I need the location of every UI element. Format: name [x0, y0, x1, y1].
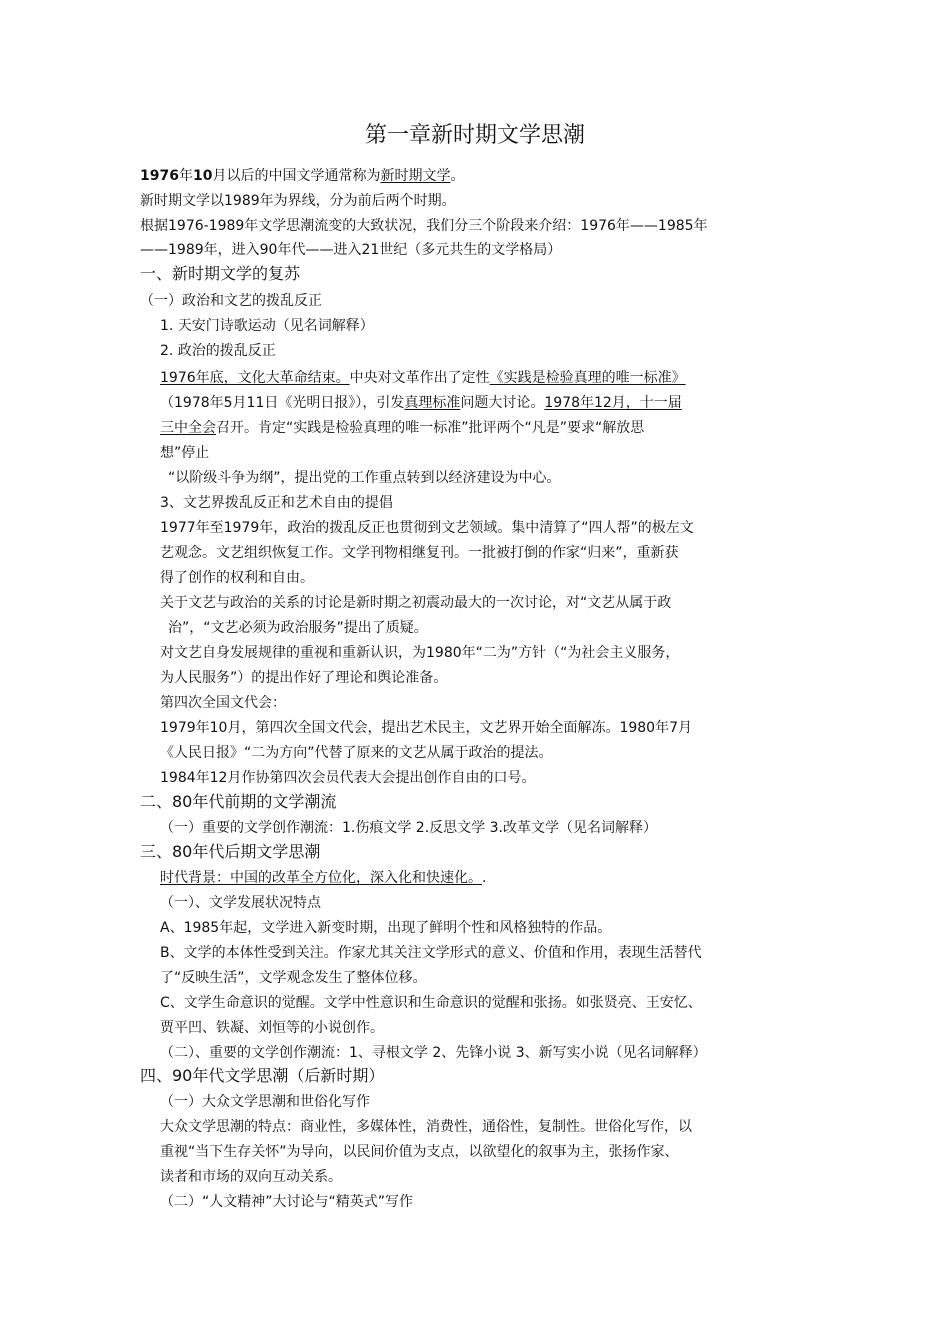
- intro-paragraph-1: [140, 166, 464, 186]
- text-fragment: 问题大讨论。: [460, 395, 545, 411]
- paragraph-line: 读者和市场的双向互动关系。: [160, 1169, 342, 1185]
- paragraph-line: A、1985年起，文学进入新变时期，出现了鲜明个性和风格独特的作品。: [160, 920, 612, 936]
- paragraph-line: 贾平凹、铁凝、刘恒等的小说创作。: [160, 1020, 384, 1036]
- section-heading-4: 四、90年代文学思潮（后新时期）: [140, 1066, 385, 1085]
- section-heading-3: 三、80年代后期文学思潮: [140, 842, 321, 861]
- text-fragment: 召开。肯定“实践是检验真理的唯一标准”批评两个“凡是”要求“解放思: [216, 420, 645, 436]
- text-fragment: 中央对文革作出了定性: [349, 370, 490, 386]
- paragraph-line: 了“反映生活”，文学观念发生了整体位移。: [160, 970, 427, 986]
- paragraph-line: 对文艺自身发展规律的重视和重新认识，为1980年“二为”方针（“为社会主义服务，: [160, 645, 680, 661]
- paragraph-line: 关于文艺与政治的关系的讨论是新时期之初震动最大的一次讨论，对“文艺从属于政: [160, 595, 672, 611]
- underlined-text: 《实践是检验真理的唯一标准》: [489, 370, 686, 386]
- paragraph-line: 1977年至1979年，政治的拨乱反正也贯彻到文艺领域。集中清算了“四人帮”的极左文: [160, 520, 694, 536]
- section-heading-1: 一、新时期文学的复苏: [140, 264, 301, 283]
- text-fragment: （1978年5月11日《光明日报》），引发: [160, 395, 405, 411]
- paragraph-line: 《人民日报》“二为方向”代替了原来的文艺从属于政治的提法。: [160, 745, 553, 761]
- paragraph-line: C、文学生命意识的觉醒。文学中性意识和生命意识的觉醒和张扬。如张贤亮、王安忆、: [160, 995, 702, 1011]
- subsection-heading: （一）大众文学思潮和世俗化写作: [160, 1094, 370, 1110]
- paragraph-line: 艺观念。文艺组织恢复工作。文学刊物相继复刊。一批被打倒的作家“归来”，重新获: [160, 545, 679, 561]
- section-heading-2: 二、80年代前期的文学潮流: [140, 792, 337, 811]
- text-fragment: 。: [450, 168, 465, 184]
- subsection-heading: （一）政治和文艺的拨乱反正: [140, 293, 322, 309]
- list-item: 1. 天安门诗歌运动（见名词解释）: [160, 318, 374, 334]
- text-fragment: 年: [178, 168, 193, 184]
- paragraph-line: [160, 368, 686, 388]
- paragraph-line: 想”停止: [160, 445, 210, 461]
- paragraph-line: 得了创作的权利和自由。: [160, 570, 314, 586]
- page-title: 第一章新时期文学思潮: [364, 123, 585, 148]
- paragraph-line: 1984年12月作协第四次会员代表大会提出创作自由的口号。: [160, 770, 536, 786]
- intro-paragraph-3-line-2: ——1989年，进入90年代——进入21世纪（多元共生的文学格局）: [140, 242, 562, 258]
- month-text: 10: [192, 168, 213, 184]
- paragraph-line: B、文学的本体性受到关注。作家尤其关注文学形式的意义、价值和作用，表现生活替代: [160, 945, 702, 961]
- underlined-text: 1976年底，文化大革命结束。: [160, 370, 350, 386]
- underlined-term: 新时期文学: [380, 168, 451, 184]
- paragraph-line: “以阶级斗争为纲”，提出党的工作重点转到以经济建设为中心。: [168, 470, 561, 486]
- paragraph-line: 重视“当下生存关怀”为导向，以民间价值为支点，以欲望化的叙事为主，张扬作家、: [160, 1144, 679, 1160]
- paragraph-line: 1979年10月，第四次全国文代会，提出艺术民主，文艺界开始全面解冻。1980年7月: [160, 720, 692, 736]
- underlined-text: 三中全会: [160, 420, 216, 436]
- paragraph-line: 治”，“文艺必须为政治服务”提出了质疑。: [168, 620, 428, 636]
- subsection-heading: （二）“人文精神”大讨论与“精英式”写作: [160, 1194, 414, 1210]
- underlined-text: 1978年12月，十一届: [544, 395, 682, 411]
- subsection-heading: （一）、文学发展状况特点: [160, 895, 321, 911]
- intro-paragraph-3-line-1: 根据1976-1989年文学思潮流变的大致状况，我们分三个阶段来介绍：1976年——1985年: [140, 218, 708, 234]
- paragraph-line: 为人民服务”）的提出作好了理论和舆论准备。: [160, 670, 448, 686]
- list-item: 3、文艺界拨乱反正和艺术自由的提倡: [160, 495, 393, 511]
- year-text: 1976: [140, 168, 179, 184]
- subsection-heading: （一）重要的文学创作潮流：1.伤痕文学 2.反思文学 3.改革文学（见名词解释）: [160, 820, 657, 836]
- underlined-text: 时代背景：中国的改革全方位化，深入化和快速化。: [160, 870, 482, 886]
- paragraph-line: [160, 868, 486, 888]
- paragraph-line: [160, 418, 644, 438]
- paragraph-line: [160, 393, 682, 413]
- text-fragment: 月以后的中国文学通常称为: [212, 168, 381, 184]
- subsection-heading: （二）、重要的文学创作潮流：1、寻根文学 2、先锋小说 3、新写实小说（见名词解释）: [160, 1045, 707, 1061]
- text-fragment: .: [482, 870, 487, 886]
- paragraph-line: 大众文学思潮的特点：商业性，多媒体性，消费性，通俗性，复制性。世俗化写作，以: [160, 1119, 692, 1135]
- list-item: 2. 政治的拨乱反正: [160, 343, 276, 359]
- paragraph-line: 第四次全国文代会：: [160, 695, 286, 711]
- underlined-text: 真理标准: [404, 395, 461, 411]
- intro-paragraph-2: 新时期文学以1989年为界线，分为前后两个时期。: [140, 193, 456, 209]
